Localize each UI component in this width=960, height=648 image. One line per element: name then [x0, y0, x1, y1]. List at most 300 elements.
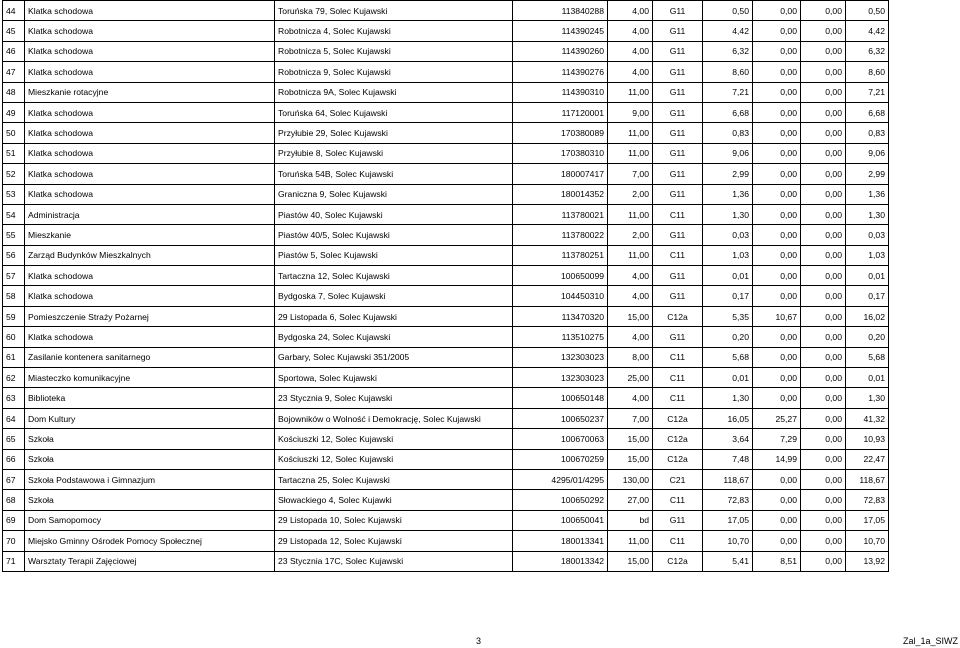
name-cell: Miejsko Gminny Ośrodek Pomocy Społecznej	[25, 531, 275, 551]
lp-cell: 56	[3, 245, 25, 265]
power-cell: 4,00	[608, 388, 653, 408]
zone2-cell: 0,00	[753, 469, 801, 489]
lp-cell: 53	[3, 184, 25, 204]
total-cell: 4,42	[846, 21, 889, 41]
zone3-cell: 0,00	[801, 225, 846, 245]
tariff-cell: G11	[653, 143, 703, 163]
tariff-cell: G11	[653, 266, 703, 286]
table-row	[3, 449, 889, 469]
zone1-cell: 10,70	[703, 531, 753, 551]
name-cell: Zasilanie kontenera sanitarnego	[25, 347, 275, 367]
tariff-cell: G11	[653, 21, 703, 41]
address-cell: Graniczna 9, Solec Kujawski	[275, 184, 513, 204]
zone3-cell: 0,00	[801, 204, 846, 224]
table-row	[3, 21, 889, 41]
lp-cell: 51	[3, 143, 25, 163]
page-number: 3	[476, 636, 482, 646]
meter-cell: 132303023	[513, 347, 608, 367]
zone2-cell: 25,27	[753, 408, 801, 428]
tariff-cell: G11	[653, 225, 703, 245]
table-row	[3, 82, 889, 102]
zone1-cell: 17,05	[703, 510, 753, 530]
lp-cell: 66	[3, 449, 25, 469]
name-cell: Mieszkanie rotacyjne	[25, 82, 275, 102]
zone2-cell: 0,00	[753, 102, 801, 122]
tariff-cell: G11	[653, 327, 703, 347]
name-cell: Biblioteka	[25, 388, 275, 408]
zone3-cell: 0,00	[801, 368, 846, 388]
table-row	[3, 123, 889, 143]
zone1-cell: 1,03	[703, 245, 753, 265]
name-cell: Klatka schodowa	[25, 62, 275, 82]
total-cell: 6,68	[846, 102, 889, 122]
table-row	[3, 184, 889, 204]
table-row	[3, 102, 889, 122]
power-cell: 11,00	[608, 204, 653, 224]
lp-cell: 59	[3, 306, 25, 326]
zone2-cell: 0,00	[753, 143, 801, 163]
lp-cell: 44	[3, 1, 25, 21]
power-cell: 4,00	[608, 41, 653, 61]
table-row	[3, 429, 889, 449]
zone3-cell: 0,00	[801, 286, 846, 306]
lp-cell: 55	[3, 225, 25, 245]
tariff-cell: C21	[653, 469, 703, 489]
name-cell: Klatka schodowa	[25, 21, 275, 41]
total-cell: 1,30	[846, 204, 889, 224]
power-cell: 4,00	[608, 286, 653, 306]
zone1-cell: 1,30	[703, 204, 753, 224]
lp-cell: 60	[3, 327, 25, 347]
zone2-cell: 0,00	[753, 368, 801, 388]
tariff-cell: G11	[653, 41, 703, 61]
zone2-cell: 0,00	[753, 82, 801, 102]
zone2-cell: 0,00	[753, 164, 801, 184]
zone1-cell: 8,60	[703, 62, 753, 82]
tariff-cell: C11	[653, 388, 703, 408]
power-cell: 4,00	[608, 62, 653, 82]
lp-cell: 68	[3, 490, 25, 510]
table-row	[3, 286, 889, 306]
meter-cell: 114390276	[513, 62, 608, 82]
meter-cell: 180013341	[513, 531, 608, 551]
zone2-cell: 0,00	[753, 245, 801, 265]
power-cell: bd	[608, 510, 653, 530]
table-row	[3, 266, 889, 286]
zone3-cell: 0,00	[801, 469, 846, 489]
zone2-cell: 0,00	[753, 531, 801, 551]
zone3-cell: 0,00	[801, 347, 846, 367]
total-cell: 17,05	[846, 510, 889, 530]
zone1-cell: 6,32	[703, 41, 753, 61]
tariff-cell: C12a	[653, 551, 703, 571]
tariff-cell: C11	[653, 347, 703, 367]
address-cell: 29 Listopada 10, Solec Kujawski	[275, 510, 513, 530]
meter-cell: 170380310	[513, 143, 608, 163]
tariff-cell: G11	[653, 62, 703, 82]
table-row	[3, 306, 889, 326]
total-cell: 0,01	[846, 266, 889, 286]
name-cell: Dom Kultury	[25, 408, 275, 428]
name-cell: Pomieszczenie Straży Pożarnej	[25, 306, 275, 326]
meter-cell: 132303023	[513, 368, 608, 388]
meter-cell: 100670063	[513, 429, 608, 449]
tariff-cell: C11	[653, 245, 703, 265]
power-cell: 25,00	[608, 368, 653, 388]
address-cell: Przyłubie 29, Solec Kujawski	[275, 123, 513, 143]
meter-cell: 100650148	[513, 388, 608, 408]
lp-cell: 45	[3, 21, 25, 41]
zone1-cell: 2,99	[703, 164, 753, 184]
zone2-cell: 0,00	[753, 123, 801, 143]
total-cell: 10,70	[846, 531, 889, 551]
power-cell: 4,00	[608, 327, 653, 347]
name-cell: Warsztaty Terapii Zajęciowej	[25, 551, 275, 571]
name-cell: Klatka schodowa	[25, 102, 275, 122]
lp-cell: 69	[3, 510, 25, 530]
table-row	[3, 551, 889, 571]
zone1-cell: 3,64	[703, 429, 753, 449]
table-row	[3, 510, 889, 530]
zone2-cell: 14,99	[753, 449, 801, 469]
zone1-cell: 0,03	[703, 225, 753, 245]
zone2-cell: 10,67	[753, 306, 801, 326]
lp-cell: 71	[3, 551, 25, 571]
total-cell: 13,92	[846, 551, 889, 571]
zone3-cell: 0,00	[801, 62, 846, 82]
power-cell: 7,00	[608, 164, 653, 184]
zone3-cell: 0,00	[801, 306, 846, 326]
zone3-cell: 0,00	[801, 164, 846, 184]
zone3-cell: 0,00	[801, 102, 846, 122]
zone2-cell: 0,00	[753, 41, 801, 61]
address-cell: Robotnicza 4, Solec Kujawski	[275, 21, 513, 41]
table-row	[3, 408, 889, 428]
table-row	[3, 62, 889, 82]
zone2-cell: 0,00	[753, 286, 801, 306]
address-cell: Piastów 5, Solec Kujawski	[275, 245, 513, 265]
zone3-cell: 0,00	[801, 408, 846, 428]
zone2-cell: 0,00	[753, 62, 801, 82]
total-cell: 10,93	[846, 429, 889, 449]
address-cell: Bydgoska 7, Solec Kujawski	[275, 286, 513, 306]
lp-cell: 49	[3, 102, 25, 122]
zone2-cell: 0,00	[753, 490, 801, 510]
table-row	[3, 204, 889, 224]
power-cell: 27,00	[608, 490, 653, 510]
total-cell: 0,17	[846, 286, 889, 306]
tariff-cell: C11	[653, 368, 703, 388]
zone3-cell: 0,00	[801, 551, 846, 571]
table-row	[3, 143, 889, 163]
meter-cell: 113510275	[513, 327, 608, 347]
total-cell: 8,60	[846, 62, 889, 82]
zone1-cell: 0,50	[703, 1, 753, 21]
tariff-cell: G11	[653, 82, 703, 102]
zone2-cell: 7,29	[753, 429, 801, 449]
meter-cell: 100650237	[513, 408, 608, 428]
name-cell: Szkoła	[25, 449, 275, 469]
table-row	[3, 490, 889, 510]
meter-cell: 114390310	[513, 82, 608, 102]
zone2-cell: 0,00	[753, 388, 801, 408]
zone2-cell: 0,00	[753, 327, 801, 347]
meter-cell: 100650041	[513, 510, 608, 530]
address-cell: Robotnicza 5, Solec Kujawski	[275, 41, 513, 61]
name-cell: Dom Samopomocy	[25, 510, 275, 530]
total-cell: 9,06	[846, 143, 889, 163]
meter-cell: 114390260	[513, 41, 608, 61]
zone3-cell: 0,00	[801, 429, 846, 449]
name-cell: Administracja	[25, 204, 275, 224]
zone1-cell: 0,17	[703, 286, 753, 306]
address-cell: Toruńska 79, Solec Kujawski	[275, 1, 513, 21]
power-cell: 130,00	[608, 469, 653, 489]
zone3-cell: 0,00	[801, 1, 846, 21]
address-cell: Tartaczna 12, Solec Kujawski	[275, 266, 513, 286]
tariff-cell: C12a	[653, 408, 703, 428]
zone2-cell: 8,51	[753, 551, 801, 571]
total-cell: 41,32	[846, 408, 889, 428]
meter-cell: 4295/01/4295	[513, 469, 608, 489]
meter-cell: 180013342	[513, 551, 608, 571]
tariff-cell: C12a	[653, 429, 703, 449]
meter-cell: 113470320	[513, 306, 608, 326]
zone2-cell: 0,00	[753, 1, 801, 21]
tariff-cell: G11	[653, 184, 703, 204]
tariff-cell: G11	[653, 286, 703, 306]
zone1-cell: 1,30	[703, 388, 753, 408]
meter-cell: 180007417	[513, 164, 608, 184]
total-cell: 6,32	[846, 41, 889, 61]
power-cell: 11,00	[608, 82, 653, 102]
total-cell: 0,83	[846, 123, 889, 143]
zone1-cell: 4,42	[703, 21, 753, 41]
table-row	[3, 245, 889, 265]
name-cell: Szkoła	[25, 490, 275, 510]
meter-cell: 100650292	[513, 490, 608, 510]
address-cell: Sportowa, Solec Kujawski	[275, 368, 513, 388]
meter-cell: 170380089	[513, 123, 608, 143]
power-cell: 7,00	[608, 408, 653, 428]
name-cell: Klatka schodowa	[25, 41, 275, 61]
tariff-cell: C11	[653, 204, 703, 224]
lp-cell: 50	[3, 123, 25, 143]
name-cell: Klatka schodowa	[25, 1, 275, 21]
zone2-cell: 0,00	[753, 510, 801, 530]
lp-cell: 61	[3, 347, 25, 367]
zone1-cell: 0,20	[703, 327, 753, 347]
zone3-cell: 0,00	[801, 266, 846, 286]
power-cell: 15,00	[608, 551, 653, 571]
name-cell: Klatka schodowa	[25, 286, 275, 306]
zone1-cell: 118,67	[703, 469, 753, 489]
lp-cell: 62	[3, 368, 25, 388]
tariff-cell: G11	[653, 102, 703, 122]
meter-cell: 100670259	[513, 449, 608, 469]
lp-cell: 57	[3, 266, 25, 286]
lp-cell: 52	[3, 164, 25, 184]
zone2-cell: 0,00	[753, 204, 801, 224]
zone3-cell: 0,00	[801, 245, 846, 265]
address-cell: Kościuszki 12, Solec Kujawski	[275, 429, 513, 449]
zone1-cell: 5,41	[703, 551, 753, 571]
table-row	[3, 1, 889, 21]
zone1-cell: 9,06	[703, 143, 753, 163]
address-cell: Tartaczna 25, Solec Kujawski	[275, 469, 513, 489]
tariff-cell: C11	[653, 490, 703, 510]
power-cell: 2,00	[608, 225, 653, 245]
address-cell: Przyłubie 8, Solec Kujawski	[275, 143, 513, 163]
lp-cell: 48	[3, 82, 25, 102]
address-cell: 29 Listopada 12, Solec Kujawski	[275, 531, 513, 551]
power-cell: 11,00	[608, 245, 653, 265]
name-cell: Klatka schodowa	[25, 143, 275, 163]
power-cell: 15,00	[608, 449, 653, 469]
table-row	[3, 368, 889, 388]
table-row	[3, 164, 889, 184]
power-cell: 15,00	[608, 306, 653, 326]
address-cell: Garbary, Solec Kujawski 351/2005	[275, 347, 513, 367]
lp-cell: 58	[3, 286, 25, 306]
zone3-cell: 0,00	[801, 449, 846, 469]
zone3-cell: 0,00	[801, 327, 846, 347]
name-cell: Klatka schodowa	[25, 184, 275, 204]
address-cell: Piastów 40, Solec Kujawski	[275, 204, 513, 224]
tariff-cell: G11	[653, 510, 703, 530]
table-row	[3, 388, 889, 408]
zone1-cell: 16,05	[703, 408, 753, 428]
zone3-cell: 0,00	[801, 490, 846, 510]
power-cell: 11,00	[608, 531, 653, 551]
zone1-cell: 0,83	[703, 123, 753, 143]
zone1-cell: 5,68	[703, 347, 753, 367]
zone2-cell: 0,00	[753, 21, 801, 41]
zone1-cell: 0,01	[703, 266, 753, 286]
total-cell: 1,03	[846, 245, 889, 265]
total-cell: 0,03	[846, 225, 889, 245]
table-row	[3, 41, 889, 61]
zone1-cell: 7,48	[703, 449, 753, 469]
meter-cell: 114390245	[513, 21, 608, 41]
name-cell: Mieszkanie	[25, 225, 275, 245]
name-cell: Zarząd Budynków Mieszkalnych	[25, 245, 275, 265]
table-row	[3, 531, 889, 551]
zone1-cell: 72,83	[703, 490, 753, 510]
tariff-cell: G11	[653, 123, 703, 143]
address-cell: 29 Listopada 6, Solec Kujawski	[275, 306, 513, 326]
zone1-cell: 6,68	[703, 102, 753, 122]
meter-cell: 113780251	[513, 245, 608, 265]
total-cell: 16,02	[846, 306, 889, 326]
tariff-cell: G11	[653, 1, 703, 21]
zone2-cell: 0,00	[753, 347, 801, 367]
meter-cell: 113780022	[513, 225, 608, 245]
meter-cell: 180014352	[513, 184, 608, 204]
address-cell: Robotnicza 9, Solec Kujawski	[275, 62, 513, 82]
address-cell: Bydgoska 24, Solec Kujawski	[275, 327, 513, 347]
total-cell: 0,01	[846, 368, 889, 388]
zone1-cell: 5,35	[703, 306, 753, 326]
zone1-cell: 7,21	[703, 82, 753, 102]
lp-cell: 54	[3, 204, 25, 224]
name-cell: Szkoła	[25, 429, 275, 449]
zone2-cell: 0,00	[753, 225, 801, 245]
table-row	[3, 347, 889, 367]
address-cell: Kościuszki 12, Solec Kujawski	[275, 449, 513, 469]
total-cell: 1,36	[846, 184, 889, 204]
name-cell: Klatka schodowa	[25, 266, 275, 286]
document-reference: Zal_1a_SIWZ	[902, 636, 958, 646]
total-cell: 118,67	[846, 469, 889, 489]
zone3-cell: 0,00	[801, 531, 846, 551]
address-cell: Toruńska 54B, Solec Kujawski	[275, 164, 513, 184]
zone3-cell: 0,00	[801, 510, 846, 530]
lp-cell: 47	[3, 62, 25, 82]
total-cell: 0,50	[846, 1, 889, 21]
lp-cell: 67	[3, 469, 25, 489]
name-cell: Miasteczko komunikacyjne	[25, 368, 275, 388]
zone3-cell: 0,00	[801, 388, 846, 408]
meter-cell: 100650099	[513, 266, 608, 286]
meter-cell: 113780021	[513, 204, 608, 224]
zone2-cell: 0,00	[753, 266, 801, 286]
address-cell: Robotnicza 9A, Solec Kujawski	[275, 82, 513, 102]
power-cell: 11,00	[608, 143, 653, 163]
zone3-cell: 0,00	[801, 143, 846, 163]
name-cell: Klatka schodowa	[25, 164, 275, 184]
address-cell: Bojowników o Wolność i Demokrację, Solec Kujawski	[275, 408, 513, 428]
meter-cell: 104450310	[513, 286, 608, 306]
power-cell: 4,00	[608, 21, 653, 41]
name-cell: Klatka schodowa	[25, 123, 275, 143]
zone1-cell: 0,01	[703, 368, 753, 388]
address-cell: 23 Stycznia 17C, Solec Kujawski	[275, 551, 513, 571]
table-row	[3, 225, 889, 245]
lp-cell: 70	[3, 531, 25, 551]
meter-cell: 117120001	[513, 102, 608, 122]
zone1-cell: 1,36	[703, 184, 753, 204]
zone3-cell: 0,00	[801, 123, 846, 143]
zone3-cell: 0,00	[801, 21, 846, 41]
power-cell: 8,00	[608, 347, 653, 367]
zone3-cell: 0,00	[801, 82, 846, 102]
name-cell: Klatka schodowa	[25, 327, 275, 347]
table-row	[3, 469, 889, 489]
address-cell: Piastów 40/5, Solec Kujawski	[275, 225, 513, 245]
energy-points-table	[2, 0, 889, 572]
lp-cell: 63	[3, 388, 25, 408]
zone2-cell: 0,00	[753, 184, 801, 204]
tariff-cell: C12a	[653, 449, 703, 469]
power-cell: 4,00	[608, 1, 653, 21]
tariff-cell: C11	[653, 531, 703, 551]
tariff-cell: C12a	[653, 306, 703, 326]
lp-cell: 64	[3, 408, 25, 428]
address-cell: Słowackiego 4, Solec Kujawki	[275, 490, 513, 510]
address-cell: 23 Stycznia 9, Solec Kujawski	[275, 388, 513, 408]
tariff-cell: G11	[653, 164, 703, 184]
total-cell: 72,83	[846, 490, 889, 510]
name-cell: Szkoła Podstawowa i Gimnazjum	[25, 469, 275, 489]
total-cell: 1,30	[846, 388, 889, 408]
power-cell: 2,00	[608, 184, 653, 204]
power-cell: 15,00	[608, 429, 653, 449]
lp-cell: 46	[3, 41, 25, 61]
table-body	[3, 1, 889, 572]
power-cell: 9,00	[608, 102, 653, 122]
lp-cell: 65	[3, 429, 25, 449]
